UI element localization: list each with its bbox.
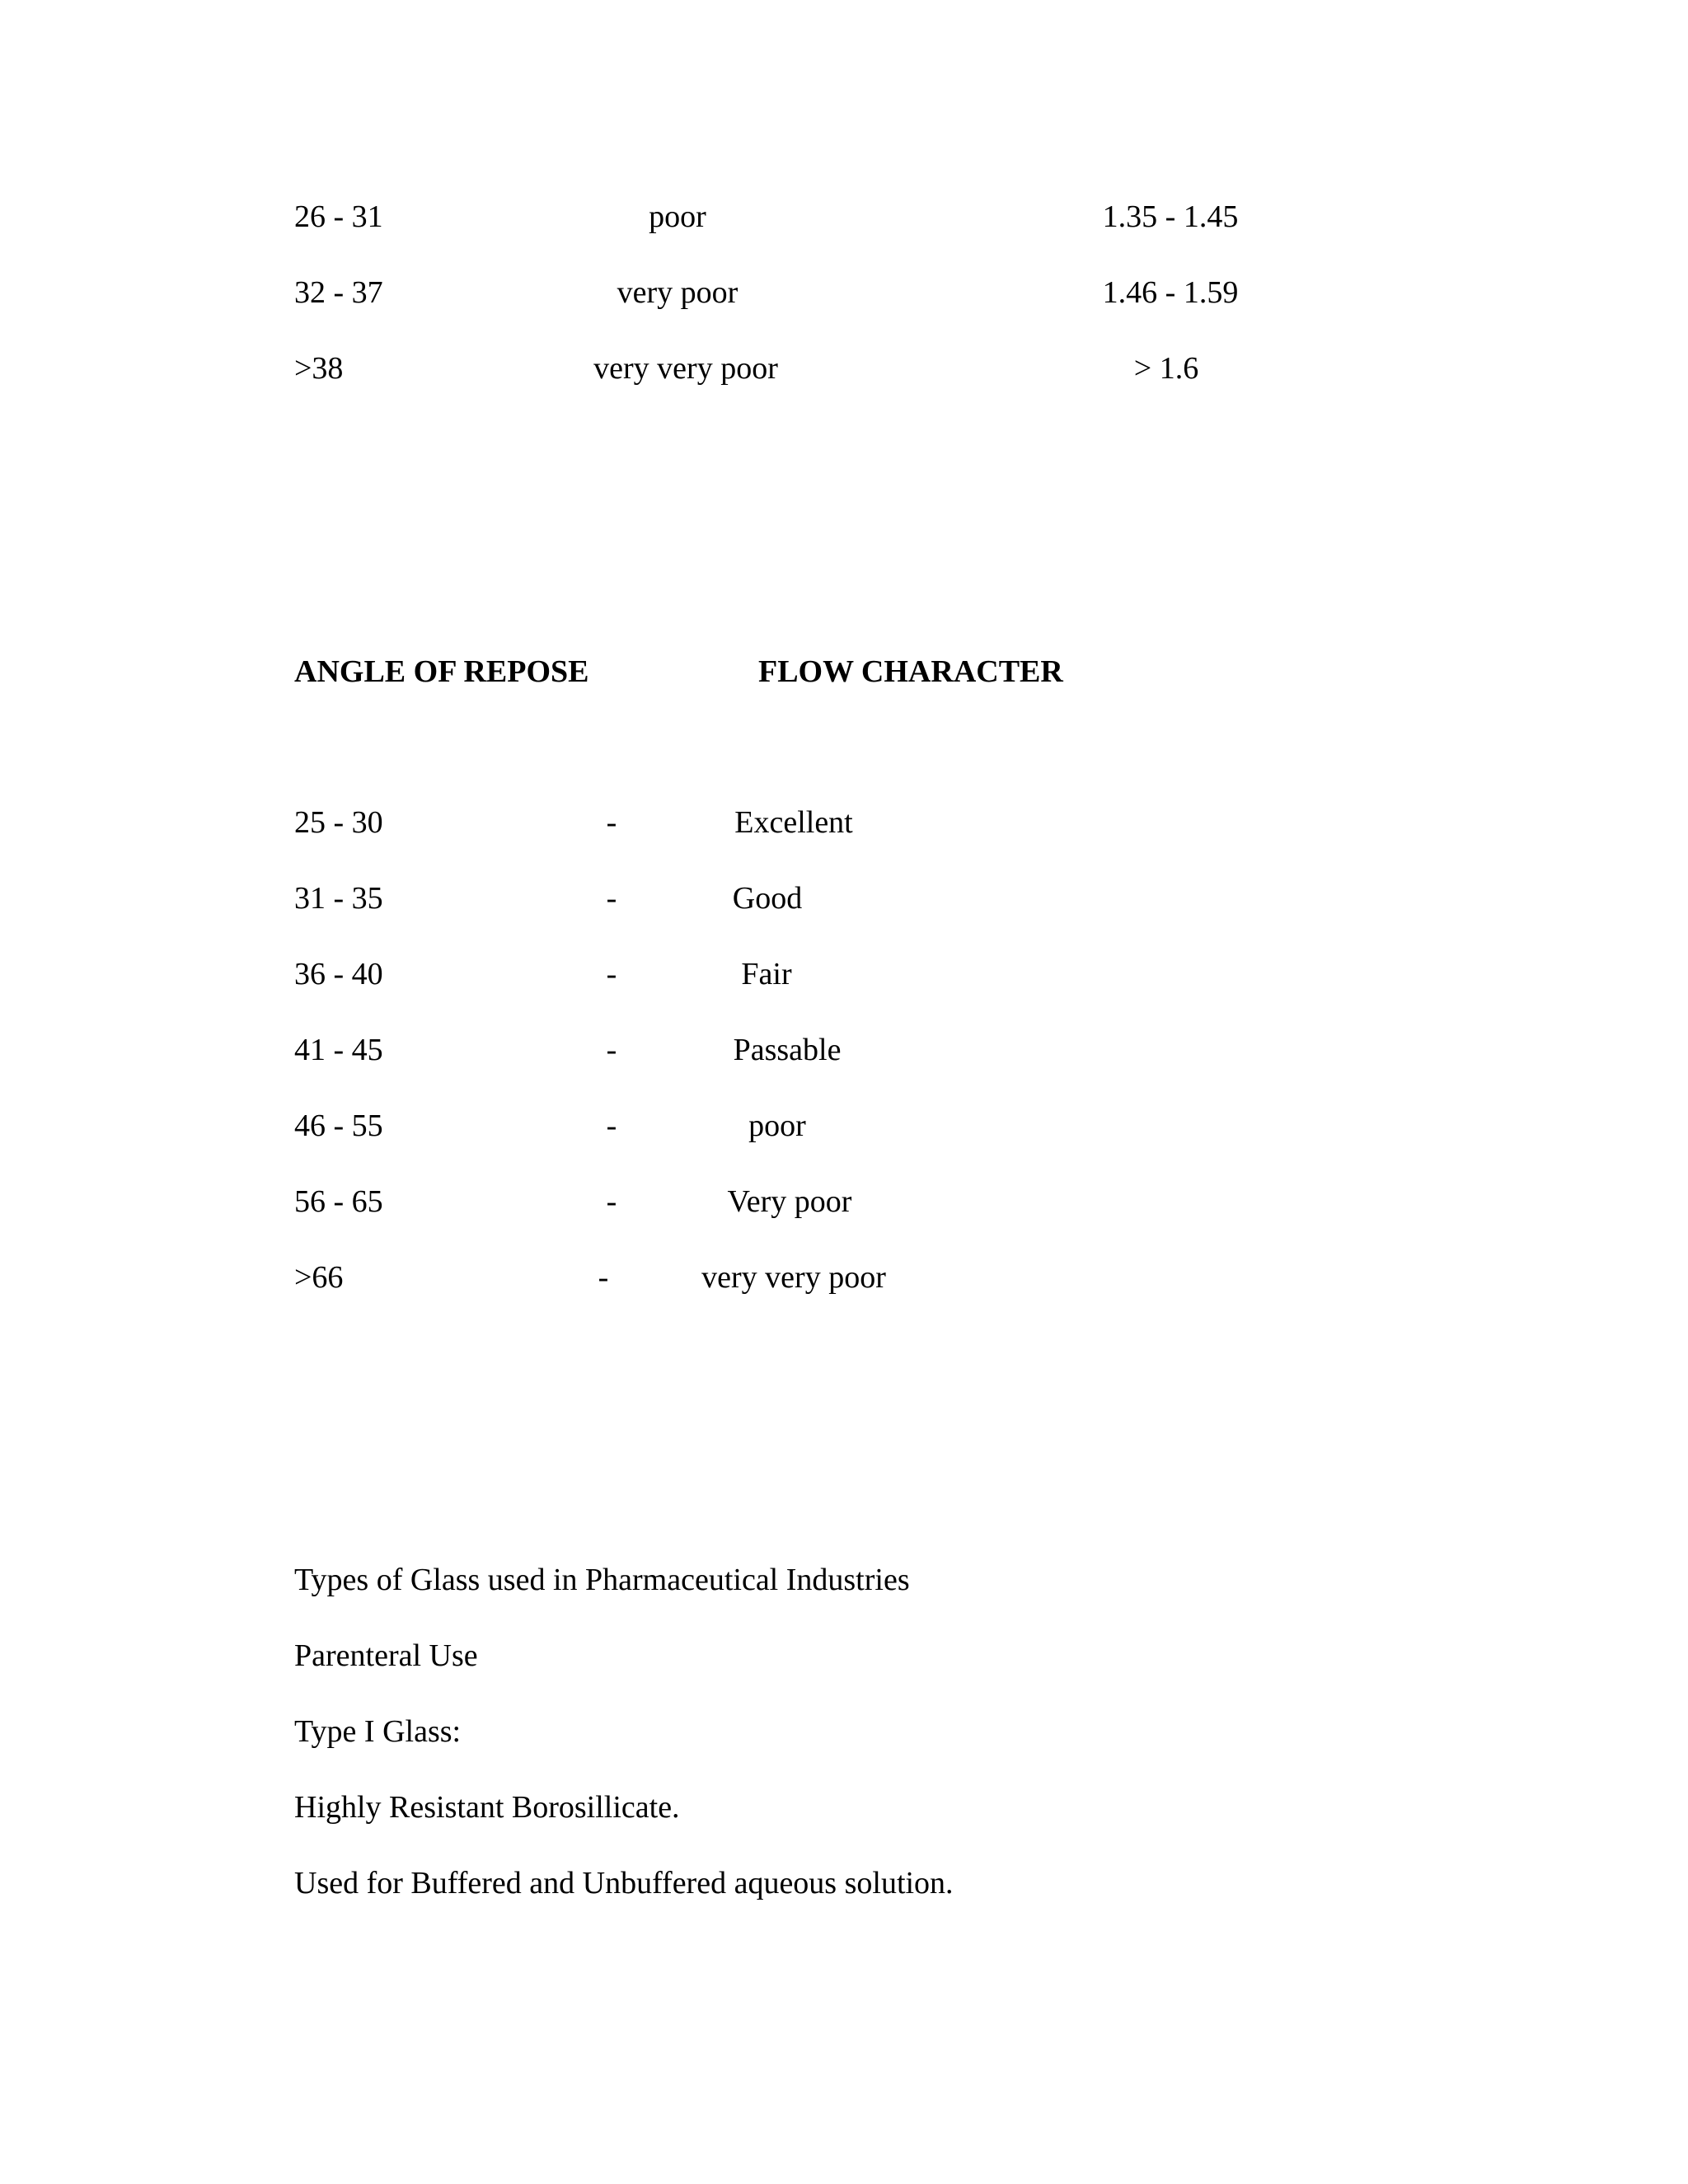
angle-cell: 41 - 45 [294,1033,383,1067]
flow-cell: Very poor [727,1184,852,1219]
flow-cell: very very poor [701,1260,886,1295]
paragraph: Highly Resistant Borosillicate. [294,1790,680,1825]
ratio-cell: 1.35 - 1.45 [1102,199,1239,234]
header-flow-character: FLOW CHARACTER [758,654,1063,689]
ratio-cell: 1.46 - 1.59 [1102,275,1239,310]
flow-cell: Fair [741,957,792,991]
paragraph: Used for Buffered and Unbuffered aqueous solution. [294,1866,954,1900]
range-cell: 32 - 37 [294,275,383,310]
dash-cell: - [606,957,617,991]
section-heading: Types of Glass used in Pharmaceutical Industries [294,1563,910,1597]
angle-cell: 46 - 55 [294,1108,383,1143]
ratio-cell: > 1.6 [1133,351,1199,386]
dash-cell: - [598,1260,609,1295]
dash-cell: - [606,1033,617,1067]
angle-cell: 36 - 40 [294,957,383,991]
flow-cell: Good [732,881,803,916]
paragraph: Type I Glass: [294,1714,462,1749]
flow-cell: very poor [617,275,738,310]
angle-cell: 56 - 65 [294,1184,383,1219]
angle-cell: >66 [294,1260,344,1295]
dash-cell: - [606,1108,617,1143]
flow-cell: poor [649,199,706,234]
dash-cell: - [606,881,617,916]
flow-cell: poor [748,1108,806,1143]
range-cell: 26 - 31 [294,199,383,234]
angle-cell: 25 - 30 [294,805,383,840]
dash-cell: - [606,805,617,840]
range-cell: >38 [294,351,344,386]
flow-cell: Excellent [734,805,853,840]
flow-cell: Passable [733,1033,842,1067]
dash-cell: - [606,1184,617,1219]
flow-cell: very very poor [593,351,778,386]
header-angle-of-repose: ANGLE OF REPOSE [294,654,589,689]
paragraph: Parenteral Use [294,1638,478,1673]
angle-cell: 31 - 35 [294,881,383,916]
